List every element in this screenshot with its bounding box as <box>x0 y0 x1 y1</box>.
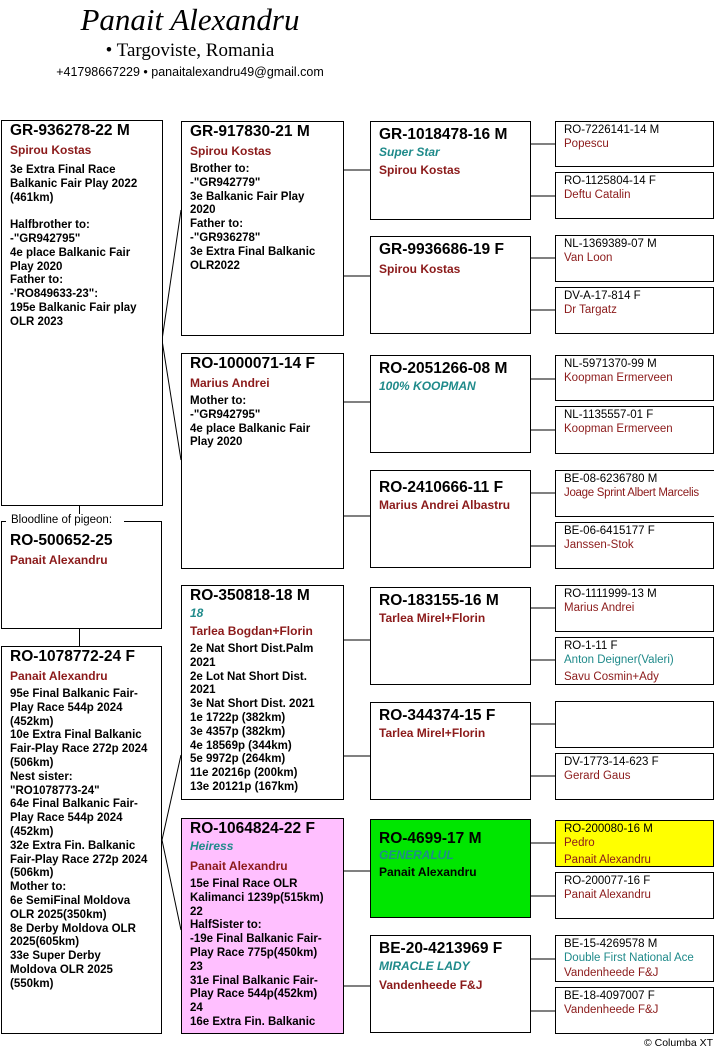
great-grandparent-card[interactable] <box>370 819 531 918</box>
footer-credit: © Columba XT <box>643 1037 713 1049</box>
great-grandparent-owner: Vandenheede F&J <box>379 978 483 992</box>
grandparent-card[interactable] <box>181 818 344 1034</box>
gen4-owner: Anton Deigner(Valeri) <box>564 654 674 666</box>
gen4-card[interactable] <box>555 355 714 401</box>
grandparent-ring-number: RO-1064824-22 F <box>190 820 315 837</box>
gen4-owner-secondary: Savu Cosmin+Ady <box>564 671 659 683</box>
great-grandparent-card[interactable] <box>370 587 531 685</box>
gen4-card[interactable] <box>555 753 714 800</box>
gen4-ring-number: RO-1125804-14 F <box>564 175 656 187</box>
gen4-card[interactable] <box>555 820 714 867</box>
gen4-owner: Pedro <box>564 837 595 849</box>
great-grandparent-ring-number: RO-4699-17 M <box>379 830 482 847</box>
grandparent-notes: 15e Final Race OLR Kalimanci 1239p(515km) 22 HalfSister to: -19e Final Balkanic Fair- Play Race 775p(450km) 23 31e Final Balkanic Fair- Play Race 544p(452km) 24 16e Extra Fin. Balkanic <box>190 878 324 1028</box>
sire-owner: Spirou Kostas <box>10 143 92 157</box>
sire-notes: 3e Extra Final Race Balkanic Fair Play 2022 (461km) Halfbrother to: -"GR942795" 4e place Balkanic Fair Play 2020 Father to: -'RO849633-23": 195e Balkanic Fair play OLR 2023 <box>10 164 138 328</box>
grandparent-nickname: Heiress <box>190 839 234 853</box>
gen4-card[interactable] <box>555 935 714 982</box>
gen4-ring-number: RO-7226141-14 M <box>564 124 660 136</box>
breeder-name: Panait Alexandru <box>80 2 300 37</box>
subject-ring-number: RO-500652-25 <box>10 532 113 549</box>
great-grandparent-ring-number: GR-1018478-16 M <box>379 126 508 143</box>
grandparent-notes: 2e Nat Short Dist.Palm 2021 2e Lot Nat Short Dist. 2021 3e Nat Short Dist. 2021 1e 1722p (382km) 3e 4357p (382km) 4e 18569p (344km) 5e 9972p (264km) 11e 20216p (200km) 13e 20121p (167km) <box>190 643 315 793</box>
grandparent-ring-number: RO-350818-18 M <box>190 587 310 604</box>
gen4-ring-number: NL-5971370-99 M <box>564 358 657 370</box>
grandparent-card[interactable] <box>181 121 344 336</box>
gen4-ring-number: RO-1111999-13 M <box>564 588 657 600</box>
dam-owner: Panait Alexandru <box>10 669 108 683</box>
great-grandparent-card[interactable] <box>370 355 531 453</box>
subject-card[interactable] <box>1 521 162 629</box>
great-grandparent-card[interactable] <box>370 702 531 800</box>
gen4-card[interactable] <box>555 121 714 167</box>
gen4-owner-secondary: Vandenheede F&J <box>564 967 659 979</box>
gen4-owner: Joage Sprint Albert Marcelis <box>564 487 699 499</box>
great-grandparent-owner: Tarlea Mirel+Florin <box>379 726 486 740</box>
great-grandparent-owner: Panait Alexandru <box>379 865 477 879</box>
breeder-location: • Targoviste, Romania <box>105 40 275 61</box>
grandparent-owner: Marius Andrei <box>190 376 270 390</box>
gen4-card[interactable] <box>555 701 714 748</box>
great-grandparent-ring-number: BE-20-4213969 F <box>379 940 503 957</box>
great-grandparent-ring-number: RO-344374-15 F <box>379 707 496 724</box>
grandparent-notes: Mother to: -"GR942795" 4e place Balkanic Fair Play 2020 <box>190 395 311 449</box>
gen4-ring-number: BE-08-6236780 M <box>564 473 658 485</box>
gen4-owner: Van Loon <box>564 252 613 264</box>
gen4-owner: Deftu Catalin <box>564 189 631 201</box>
gen4-ring-number: BE-15-4269578 M <box>564 938 658 950</box>
gen4-owner: Panait Alexandru <box>564 889 651 901</box>
great-grandparent-ring-number: GR-9936686-19 F <box>379 241 504 258</box>
great-grandparent-nickname: Super Star <box>379 145 440 159</box>
gen4-owner: Dr Targatz <box>564 304 617 316</box>
great-grandparent-owner: Tarlea Mirel+Florin <box>379 611 486 625</box>
bloodline-label: Bloodline of pigeon: <box>8 514 115 526</box>
great-grandparent-card[interactable] <box>370 121 531 220</box>
gen4-card[interactable] <box>555 287 714 334</box>
gen4-ring-number: NL-1135557-01 F <box>564 409 654 421</box>
gen4-card[interactable] <box>555 470 714 517</box>
great-grandparent-card[interactable] <box>370 935 531 1033</box>
gen4-ring-number: RO-200080-16 M <box>564 823 653 835</box>
great-grandparent-owner: Marius Andrei Albastru <box>379 498 511 512</box>
grandparent-nickname: 18 <box>190 606 204 620</box>
great-grandparent-owner: Spirou Kostas <box>379 262 461 276</box>
gen4-card[interactable] <box>555 987 714 1034</box>
grandparent-owner: Panait Alexandru <box>190 859 288 873</box>
grandparent-card[interactable] <box>181 585 344 800</box>
gen4-card[interactable] <box>555 406 714 454</box>
gen4-card[interactable] <box>555 585 714 632</box>
gen4-card[interactable] <box>555 522 714 569</box>
gen4-owner: Popescu <box>564 138 609 150</box>
gen4-ring-number: RO-200077-16 F <box>564 875 651 887</box>
gen4-ring-number: RO-1-11 F <box>564 640 618 652</box>
gen4-card[interactable] <box>555 637 714 685</box>
gen4-ring-number: BE-06-6415177 F <box>564 525 655 537</box>
great-grandparent-card[interactable] <box>370 470 531 568</box>
sire-card[interactable] <box>1 120 163 506</box>
gen4-owner-secondary: Panait Alexandru <box>564 854 651 866</box>
gen4-card[interactable] <box>555 235 714 282</box>
gen4-ring-number: BE-18-4097007 F <box>564 990 655 1002</box>
grandparent-owner: Spirou Kostas <box>190 144 272 158</box>
gen4-owner: Koopman Ermerveen <box>564 423 673 435</box>
grandparent-owner: Tarlea Bogdan+Florin <box>190 624 313 638</box>
great-grandparent-nickname: GENERALUL <box>379 848 454 862</box>
dam-ring-number: RO-1078772-24 F <box>10 648 135 665</box>
great-grandparent-ring-number: RO-2410666-11 F <box>379 479 504 496</box>
grandparent-ring-number: GR-917830-21 M <box>190 123 310 140</box>
great-grandparent-card[interactable] <box>370 236 531 334</box>
gen4-ring-number: DV-A-17-814 F <box>564 290 641 302</box>
grandparent-ring-number: RO-1000071-14 F <box>190 355 315 372</box>
subject-owner: Panait Alexandru <box>10 553 108 567</box>
connector-line <box>79 629 80 647</box>
gen4-card[interactable] <box>555 172 714 219</box>
gen4-card[interactable] <box>555 872 714 919</box>
great-grandparent-nickname: MIRACLE LADY <box>379 959 470 973</box>
gen4-owner: Janssen-Stok <box>564 539 634 551</box>
dam-card[interactable] <box>1 646 162 1034</box>
gen4-owner: Koopman Ermerveen <box>564 372 673 384</box>
sire-ring-number: GR-936278-22 M <box>10 122 130 139</box>
grandparent-notes: Brother to: -"GR942779" 3e Balkanic Fair Play 2020 Father to: -"GR936278" 3e Extra Final Balkanic OLR2022 <box>190 163 316 272</box>
great-grandparent-ring-number: RO-183155-16 M <box>379 592 499 609</box>
gen4-owner: Double First National Ace <box>564 952 694 964</box>
great-grandparent-owner: Spirou Kostas <box>379 163 461 177</box>
great-grandparent-nickname: 100% KOOPMAN <box>379 379 476 393</box>
gen4-owner: Vandenheede F&J <box>564 1004 659 1016</box>
dam-notes: 95e Final Balkanic Fair- Play Race 544p 2024 (452km) 10e Extra Final Balkanic Fair-Play Race 272p 2024 (506km) Nest sister: "RO1078773-24" 64e Final Balkanic Fair- Play Race 544p 2024 (452km) 32e Extra Fin. Balkanic Fair-Play Race 272p 2024 (506km) Mother to: 6e SemiFinal Moldova OLR 2025(350km) 8e Derby Moldova OLR 2025(605km) 33e Super Derby Moldova OLR 2025 (550km) <box>10 688 148 990</box>
gen4-owner: Marius Andrei <box>564 602 635 614</box>
gen4-owner: Gerard Gaus <box>564 770 631 782</box>
gen4-ring-number: NL-1369389-07 M <box>564 238 657 250</box>
gen4-ring-number: DV-1773-14-623 F <box>564 756 659 768</box>
great-grandparent-ring-number: RO-2051266-08 M <box>379 360 508 377</box>
breeder-contact: +41798667229 • panaitalexandru49@gmail.com <box>56 65 324 79</box>
grandparent-card[interactable] <box>181 353 344 569</box>
